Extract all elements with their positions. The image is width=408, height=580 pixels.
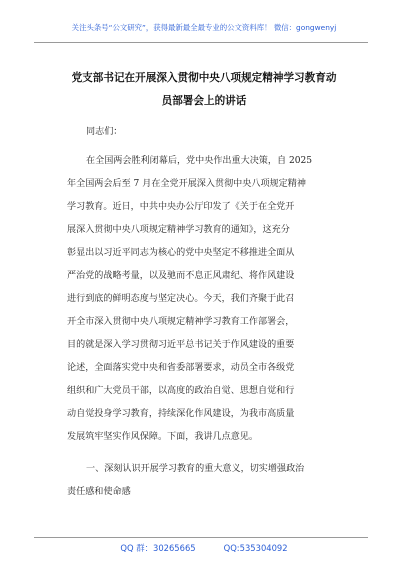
paragraph-line: 进行到底的鲜明态度与坚定决心。今天，我们齐聚于此召 [67, 294, 295, 304]
paragraph-line: 组织和广大党员干部，以高度的政治自觉、思想自觉和行 [67, 386, 295, 396]
paragraph-line: 发展筑牢坚实作风保障。下面，我讲几点意见。 [67, 432, 258, 442]
header-divider [34, 42, 368, 43]
salutation: 同志们： [86, 127, 123, 137]
footer [0, 542, 408, 554]
paragraph-line: 展深入贯彻中央八项规定精神学习教育的通知》，这充分 [67, 225, 290, 235]
section-heading-line-1: 一、深刻认识开展学习教育的重大意义，切实增强政治 [86, 464, 305, 474]
paragraph-line: 彰显出以习近平同志为核心的党中央坚定不移推进全面从 [67, 248, 295, 258]
document-title-line-2: 员部署会上的讲话 [161, 95, 247, 107]
paragraph-line: 目的就是深入学习贯彻习近平总书记关于作风建设的重要 [67, 340, 295, 350]
footer-qq-group: QQ 群：30265665 [120, 543, 196, 553]
footer-divider [34, 537, 368, 538]
paragraph-line: 学习教育。近日，中共中央办公厅印发了《关于在全党开 [67, 202, 295, 212]
paragraph-line: 在全国两会胜利闭幕后，党中央作出重大决策，自 2025 [86, 156, 313, 166]
section-heading-line-2: 责任感和使命感 [67, 487, 131, 497]
header-banner: 关注头条号“公文研究”，获得最新最全最专业的公文资料库！ 微信：gongwenyj [71, 23, 337, 32]
paragraph-line: 开全市深入贯彻中央八项规定精神学习教育工作部署会， [67, 317, 295, 327]
paragraph-line: 年全国两会后至 7 月在全党开展深入贯彻中央八项规定精神 [67, 179, 306, 189]
document-title-line-1: 党支部书记在开展深入贯彻中央八项规定精神学习教育动 [71, 72, 337, 84]
paragraph-line: 论述，全面落实党中央和省委部署要求，动员全市各级党 [67, 363, 295, 373]
paragraph-line: 严治党的战略考量，以及驰而不息正风肃纪、将作风建设 [67, 271, 295, 281]
footer-qq: QQ:535304092 [223, 543, 288, 553]
paragraph-line: 动自觉投身学习教育，持续深化作风建设，为我市高质量 [67, 409, 295, 419]
